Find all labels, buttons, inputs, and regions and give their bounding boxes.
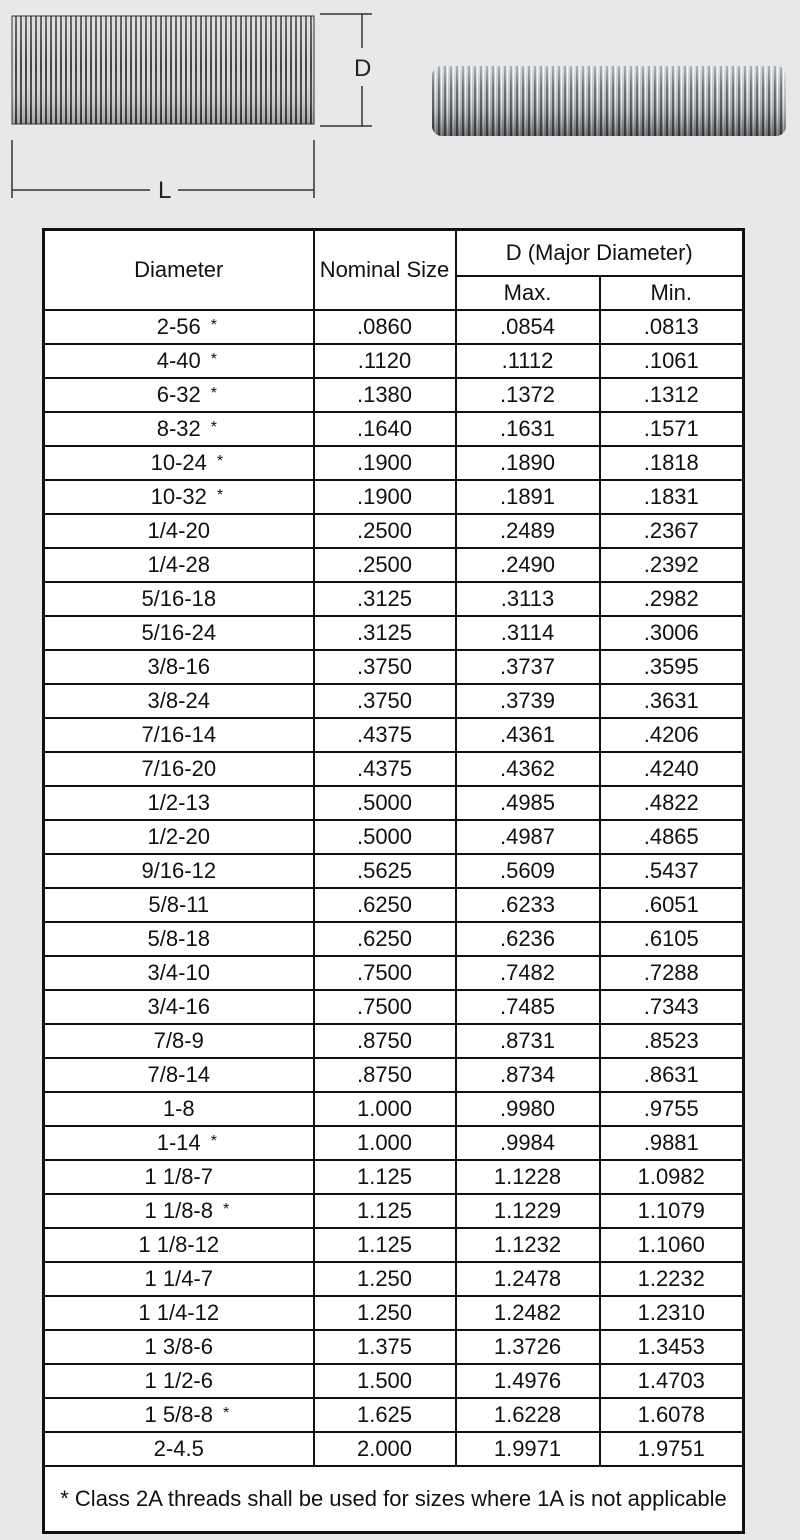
header-max: Max. xyxy=(456,276,600,310)
table-row xyxy=(44,344,744,378)
max-diameter-cell: .3113 xyxy=(456,582,600,616)
table-row xyxy=(44,650,744,684)
nominal-size-cell: .3125 xyxy=(314,616,456,650)
diameter-cell: 4-40 * xyxy=(44,344,314,378)
diameter-cell xyxy=(44,1330,314,1364)
min-diameter-cell: .2392 xyxy=(600,548,744,582)
min-diameter-cell: .1312 xyxy=(600,378,744,412)
diameter-value: 5/8-11 xyxy=(148,892,210,917)
max-diameter-cell: 1.1228 xyxy=(456,1160,600,1194)
max-diameter-cell: .1372 xyxy=(456,378,600,412)
nominal-size-cell: 1.375 xyxy=(314,1330,456,1364)
diameter-cell xyxy=(44,548,314,582)
table-row xyxy=(44,1364,744,1398)
nominal-size-cell: .4375 xyxy=(314,718,456,752)
max-diameter-cell: .8731 xyxy=(456,1024,600,1058)
max-diameter-cell: 1.2482 xyxy=(456,1296,600,1330)
min-diameter-cell: .7288 xyxy=(600,956,744,990)
min-diameter-cell: 1.2310 xyxy=(600,1296,744,1330)
max-diameter-cell: .4987 xyxy=(456,820,600,854)
table-row xyxy=(44,582,744,616)
diameter-cell xyxy=(44,786,314,820)
nominal-size-cell: .8750 xyxy=(314,1058,456,1092)
min-diameter-cell: 1.1060 xyxy=(600,1228,744,1262)
nominal-size-cell: .7500 xyxy=(314,956,456,990)
table-row xyxy=(44,1024,744,1058)
min-diameter-cell: .2982 xyxy=(600,582,744,616)
max-diameter-cell: .0854 xyxy=(456,310,600,344)
diameter-value: 1 1/4-7 xyxy=(144,1266,213,1291)
nominal-size-cell: 1.000 xyxy=(314,1092,456,1126)
table-row xyxy=(44,1262,744,1296)
diameter-value: 7/16-14 xyxy=(141,722,217,747)
table-row xyxy=(44,956,744,990)
diameter-value: 1/4-20 xyxy=(147,518,210,543)
nominal-size-cell: 1.250 xyxy=(314,1262,456,1296)
diameter-cell xyxy=(44,820,314,854)
nominal-size-cell: .1900 xyxy=(314,446,456,480)
max-diameter-cell: .3114 xyxy=(456,616,600,650)
table-row xyxy=(44,990,744,1024)
nominal-size-cell: .2500 xyxy=(314,548,456,582)
table-row xyxy=(44,548,744,582)
diameter-value: 6-32 xyxy=(156,382,201,407)
max-diameter-cell: .9980 xyxy=(456,1092,600,1126)
diameter-value: 1/4-28 xyxy=(147,552,210,577)
diameter-value: 3/8-24 xyxy=(147,688,210,713)
max-diameter-cell: 1.4976 xyxy=(456,1364,600,1398)
min-diameter-cell: .4865 xyxy=(600,820,744,854)
diameter-value: 3/4-10 xyxy=(147,960,210,985)
diameter-cell xyxy=(44,1262,314,1296)
min-diameter-cell: .3006 xyxy=(600,616,744,650)
min-diameter-cell: .8631 xyxy=(600,1058,744,1092)
table-row xyxy=(44,854,744,888)
max-diameter-cell: 1.6228 xyxy=(456,1398,600,1432)
diameter-value: 4-40 xyxy=(156,348,201,373)
diameter-value: 1 1/2-6 xyxy=(144,1368,213,1393)
diameter-cell xyxy=(44,990,314,1024)
diameter-cell xyxy=(44,854,314,888)
max-diameter-cell: .6236 xyxy=(456,922,600,956)
diameter-cell: 8-32 * xyxy=(44,412,314,446)
diameter-value: 3/8-16 xyxy=(147,654,210,679)
diameter-label: D xyxy=(354,55,372,82)
diameter-value: 1/2-20 xyxy=(147,824,210,849)
diameter-value: 1 1/4-12 xyxy=(138,1300,220,1325)
diameter-cell: 1 1/8-8 * xyxy=(44,1194,314,1228)
diameter-value: 2-56 xyxy=(156,314,201,339)
nominal-size-cell: .1900 xyxy=(314,480,456,514)
nominal-size-cell: 1.250 xyxy=(314,1296,456,1330)
min-diameter-cell: .4206 xyxy=(600,718,744,752)
nominal-size-cell: 1.125 xyxy=(314,1228,456,1262)
nominal-size-cell: .4375 xyxy=(314,752,456,786)
nominal-size-cell: .5000 xyxy=(314,786,456,820)
max-diameter-cell: .2490 xyxy=(456,548,600,582)
min-diameter-cell: .5437 xyxy=(600,854,744,888)
diameter-cell xyxy=(44,922,314,956)
diameter-value: 1-14 xyxy=(156,1130,201,1155)
max-diameter-cell: 1.9971 xyxy=(456,1432,600,1466)
table-row xyxy=(44,1296,744,1330)
min-diameter-cell: .6105 xyxy=(600,922,744,956)
max-diameter-cell: .8734 xyxy=(456,1058,600,1092)
diameter-cell xyxy=(44,956,314,990)
diameter-cell xyxy=(44,1296,314,1330)
diameter-cell xyxy=(44,684,314,718)
nominal-size-cell: 1.000 xyxy=(314,1126,456,1160)
max-diameter-cell: .6233 xyxy=(456,888,600,922)
max-diameter-cell: 1.2478 xyxy=(456,1262,600,1296)
min-diameter-cell: .2367 xyxy=(600,514,744,548)
table-row xyxy=(44,684,744,718)
diameter-value: 3/4-16 xyxy=(147,994,210,1019)
max-diameter-cell: .7482 xyxy=(456,956,600,990)
min-diameter-cell: 1.9751 xyxy=(600,1432,744,1466)
diameter-cell xyxy=(44,1432,314,1466)
diameter-value: 1 1/8-8 xyxy=(144,1198,213,1223)
min-diameter-cell: .7343 xyxy=(600,990,744,1024)
diameter-value: 1/2-13 xyxy=(147,790,210,815)
header-diameter: Diameter xyxy=(44,230,314,311)
header-nominal-size: Nominal Size xyxy=(314,230,456,311)
min-diameter-cell: 1.4703 xyxy=(600,1364,744,1398)
diameter-value: 2-4.5 xyxy=(153,1436,204,1461)
table-row xyxy=(44,718,744,752)
diameter-value: 5/8-18 xyxy=(147,926,210,951)
diameter-value: 10-32 xyxy=(150,484,207,509)
table-row xyxy=(44,1126,744,1160)
diameter-cell xyxy=(44,616,314,650)
diameter-cell xyxy=(44,1058,314,1092)
max-diameter-cell: .9984 xyxy=(456,1126,600,1160)
header-major-diameter: D (Major Diameter) xyxy=(456,230,744,277)
rod-photo xyxy=(432,66,786,136)
rod-drawing xyxy=(12,16,314,124)
footnote: * Class 2A threads shall be used for sizes where 1A is not applicable xyxy=(44,1466,744,1533)
max-diameter-cell: .1890 xyxy=(456,446,600,480)
table-row xyxy=(44,480,744,514)
table-row xyxy=(44,1058,744,1092)
nominal-size-cell: .7500 xyxy=(314,990,456,1024)
min-diameter-cell: .1571 xyxy=(600,412,744,446)
nominal-size-cell: .6250 xyxy=(314,888,456,922)
table-row xyxy=(44,616,744,650)
threaded-rod-diagram xyxy=(0,0,800,220)
max-diameter-cell: 1.1232 xyxy=(456,1228,600,1262)
min-diameter-cell: .1831 xyxy=(600,480,744,514)
diameter-value: 1-8 xyxy=(162,1096,195,1121)
nominal-size-cell: .1120 xyxy=(314,344,456,378)
diameter-cell xyxy=(44,1024,314,1058)
min-diameter-cell: 1.2232 xyxy=(600,1262,744,1296)
table-row xyxy=(44,310,744,344)
table-row xyxy=(44,752,744,786)
nominal-size-cell: .3750 xyxy=(314,650,456,684)
max-diameter-cell: .1891 xyxy=(456,480,600,514)
thread-spec-table-container xyxy=(42,228,742,1534)
table-row xyxy=(44,1398,744,1432)
min-diameter-cell: 1.0982 xyxy=(600,1160,744,1194)
max-diameter-cell: .5609 xyxy=(456,854,600,888)
table-row xyxy=(44,1092,744,1126)
diameter-cell xyxy=(44,582,314,616)
max-diameter-cell: 1.1229 xyxy=(456,1194,600,1228)
min-diameter-cell: .4822 xyxy=(600,786,744,820)
max-diameter-cell: .4362 xyxy=(456,752,600,786)
min-diameter-cell: .1061 xyxy=(600,344,744,378)
nominal-size-cell: .3750 xyxy=(314,684,456,718)
diameter-value: 10-24 xyxy=(150,450,207,475)
diameter-cell: 10-24 * xyxy=(44,446,314,480)
nominal-size-cell: .5625 xyxy=(314,854,456,888)
min-diameter-cell: .9881 xyxy=(600,1126,744,1160)
header-min: Min. xyxy=(600,276,744,310)
diameter-cell xyxy=(44,718,314,752)
nominal-size-cell: 1.125 xyxy=(314,1194,456,1228)
min-diameter-cell: 1.3453 xyxy=(600,1330,744,1364)
diameter-cell xyxy=(44,888,314,922)
table-row xyxy=(44,888,744,922)
nominal-size-cell: .8750 xyxy=(314,1024,456,1058)
diameter-cell xyxy=(44,1160,314,1194)
diameter-cell xyxy=(44,1364,314,1398)
min-diameter-cell: 1.6078 xyxy=(600,1398,744,1432)
diameter-cell xyxy=(44,752,314,786)
diameter-value: 5/16-18 xyxy=(141,586,217,611)
table-row xyxy=(44,922,744,956)
min-diameter-cell: .8523 xyxy=(600,1024,744,1058)
diameter-value: 1 5/8-8 xyxy=(144,1402,213,1427)
diameter-cell: 1 5/8-8 * xyxy=(44,1398,314,1432)
diameter-value: 1 3/8-6 xyxy=(144,1334,213,1359)
nominal-size-cell: 1.125 xyxy=(314,1160,456,1194)
diameter-value: 5/16-24 xyxy=(141,620,217,645)
min-diameter-cell: .3595 xyxy=(600,650,744,684)
table-row xyxy=(44,1330,744,1364)
min-diameter-cell: .1818 xyxy=(600,446,744,480)
table-row xyxy=(44,786,744,820)
thread-spec-table xyxy=(42,228,745,1534)
table-row xyxy=(44,1194,744,1228)
min-diameter-cell: .0813 xyxy=(600,310,744,344)
diameter-cell xyxy=(44,514,314,548)
table-row xyxy=(44,1228,744,1262)
diameter-cell: 2-56 * xyxy=(44,310,314,344)
diameter-cell: 6-32 * xyxy=(44,378,314,412)
diameter-value: 8-32 xyxy=(156,416,201,441)
table-row xyxy=(44,446,744,480)
diameter-value: 9/16-12 xyxy=(141,858,217,883)
nominal-size-cell: .5000 xyxy=(314,820,456,854)
diameter-cell xyxy=(44,650,314,684)
max-diameter-cell: .1112 xyxy=(456,344,600,378)
nominal-size-cell: .2500 xyxy=(314,514,456,548)
diameter-cell: 1-14 * xyxy=(44,1126,314,1160)
diameter-cell xyxy=(44,1228,314,1262)
nominal-size-cell: 2.000 xyxy=(314,1432,456,1466)
min-diameter-cell: .6051 xyxy=(600,888,744,922)
min-diameter-cell: 1.1079 xyxy=(600,1194,744,1228)
diameter-value: 1 1/8-12 xyxy=(138,1232,220,1257)
min-diameter-cell: .4240 xyxy=(600,752,744,786)
nominal-size-cell: .1640 xyxy=(314,412,456,446)
max-diameter-cell: .3739 xyxy=(456,684,600,718)
table-row xyxy=(44,1160,744,1194)
diameter-value: 7/8-14 xyxy=(147,1062,210,1087)
nominal-size-cell: .0860 xyxy=(314,310,456,344)
max-diameter-cell: .7485 xyxy=(456,990,600,1024)
nominal-size-cell: .1380 xyxy=(314,378,456,412)
max-diameter-cell: .4361 xyxy=(456,718,600,752)
nominal-size-cell: .3125 xyxy=(314,582,456,616)
table-row xyxy=(44,412,744,446)
max-diameter-cell: 1.3726 xyxy=(456,1330,600,1364)
nominal-size-cell: 1.500 xyxy=(314,1364,456,1398)
min-diameter-cell: .9755 xyxy=(600,1092,744,1126)
length-label: L xyxy=(158,177,172,204)
table-row xyxy=(44,1432,744,1466)
table-row xyxy=(44,820,744,854)
diameter-cell xyxy=(44,1092,314,1126)
diameter-cell: 10-32 * xyxy=(44,480,314,514)
diameter-value: 1 1/8-7 xyxy=(144,1164,213,1189)
max-diameter-cell: .2489 xyxy=(456,514,600,548)
diameter-value: 7/8-9 xyxy=(153,1028,204,1053)
table-row xyxy=(44,514,744,548)
min-diameter-cell: .3631 xyxy=(600,684,744,718)
nominal-size-cell: .6250 xyxy=(314,922,456,956)
nominal-size-cell: 1.625 xyxy=(314,1398,456,1432)
max-diameter-cell: .3737 xyxy=(456,650,600,684)
max-diameter-cell: .4985 xyxy=(456,786,600,820)
table-row xyxy=(44,378,744,412)
max-diameter-cell: .1631 xyxy=(456,412,600,446)
diameter-value: 7/16-20 xyxy=(141,756,217,781)
